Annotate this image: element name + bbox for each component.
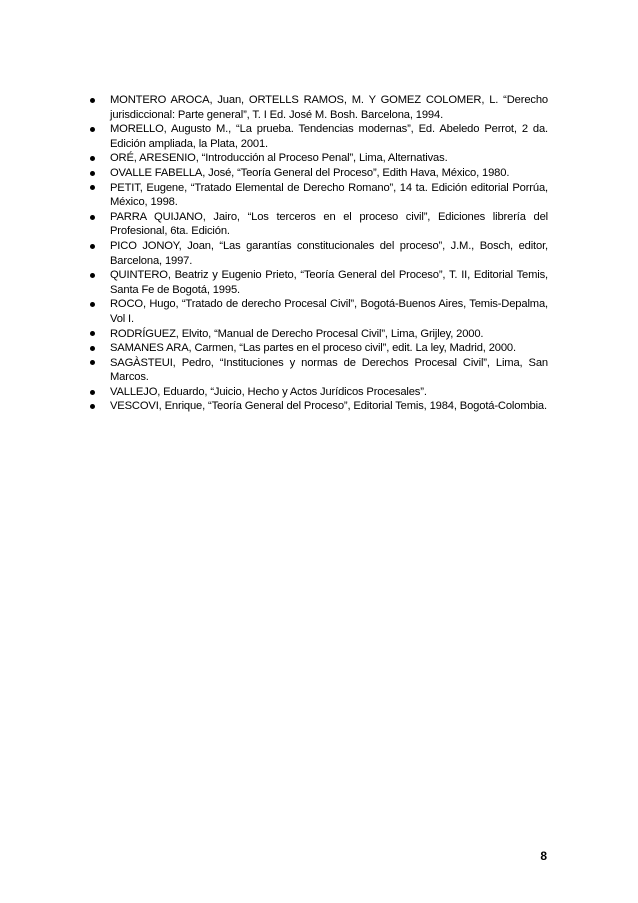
bibliography-item <box>88 341 548 356</box>
bibliography-item <box>88 327 548 342</box>
bullet-icon <box>90 98 95 103</box>
bibliography-item <box>88 356 548 385</box>
reference-text: VALLEJO, Eduardo, “Juicio, Hecho y Actos Jurídicos Procesales”. <box>110 385 427 398</box>
bibliography-item <box>88 268 548 297</box>
bullet-icon <box>90 331 95 336</box>
reference-text: RODRÍGUEZ, Elvito, “Manual de Derecho Procesal Civil”, Lima, Grijley, 2000. <box>110 327 484 340</box>
bibliography-item <box>88 151 548 166</box>
reference-text: SAGÀSTEUI, Pedro, “Instituciones y normas de Derechos Procesal Civil”, Lima, San Marcos. <box>110 356 548 384</box>
bullet-icon <box>90 302 95 307</box>
bibliography-item <box>88 297 548 326</box>
bullet-icon <box>90 390 95 395</box>
bullet-icon <box>90 156 95 161</box>
bullet-icon <box>90 360 95 365</box>
bullet-icon <box>90 273 95 278</box>
reference-text: PETIT, Eugene, “Tratado Elemental de Derecho Romano”, 14 ta. Edición editorial Porrúa, México, 1998. <box>110 181 548 209</box>
bullet-icon <box>90 171 95 176</box>
page-number: 8 <box>540 849 547 863</box>
bibliography-list <box>88 93 548 414</box>
bibliography-item <box>88 399 548 414</box>
reference-text: OVALLE FABELLA, José, “Teoría General del Proceso”, Edith Hava, México, 1980. <box>110 166 510 179</box>
bullet-icon <box>90 215 95 220</box>
bibliography-item <box>88 93 548 122</box>
bullet-icon <box>90 346 95 351</box>
reference-text: ROCO, Hugo, “Tratado de derecho Procesal Civil”, Bogotá-Buenos Aires, Temis-Depalma, Vol I. <box>110 298 548 325</box>
bibliography-item <box>88 122 548 151</box>
reference-text: VESCOVI, Enrique, “Teoría General del Proceso”, Editorial Temis, 1984, Bogotá-Colombia. <box>110 400 547 413</box>
bibliography-item <box>88 166 548 181</box>
bibliography-item <box>88 210 548 239</box>
reference-text: ORÉ, ARESENIO, “Introducción al Proceso Penal”, Lima, Alternativas. <box>110 152 448 165</box>
reference-text: SAMANES ARA, Carmen, “Las partes en el proceso civil”, edit. La ley, Madrid, 2000. <box>110 342 516 355</box>
reference-text: MONTERO AROCA, Juan, ORTELLS RAMOS, M. Y GOMEZ COLOMER, L. “Derecho jurisdiccional: Parte general”, T. I Ed. José M. Bosh. Barcelona, 1994. <box>110 94 548 121</box>
reference-text: MORELLO, Augusto M., “La prueba. Tendencias modernas”, Ed. Abeledo Perrot, 2 da. Edición ampliada, la Plata, 2001. <box>110 123 548 150</box>
bullet-icon <box>90 404 95 409</box>
bullet-icon <box>90 185 95 190</box>
bullet-icon <box>90 244 95 249</box>
bullet-icon <box>90 127 95 132</box>
bibliography-item <box>88 239 548 268</box>
bibliography-item <box>88 181 548 210</box>
reference-text: PARRA QUIJANO, Jairo, “Los terceros en el proceso civil”, Ediciones librería del Profesional, 6ta. Edición. <box>110 210 548 238</box>
reference-text: PICO JONOY, Joan, “Las garantías constitucionales del proceso”, J.M., Bosch, editor, Barcelona, 1997. <box>110 239 548 267</box>
bibliography-item <box>88 385 548 400</box>
reference-text: QUINTERO, Beatriz y Eugenio Prieto, “Teoría General del Proceso”, T. II, Editorial Temis, Santa Fe de Bogotá, 1995. <box>110 269 548 296</box>
